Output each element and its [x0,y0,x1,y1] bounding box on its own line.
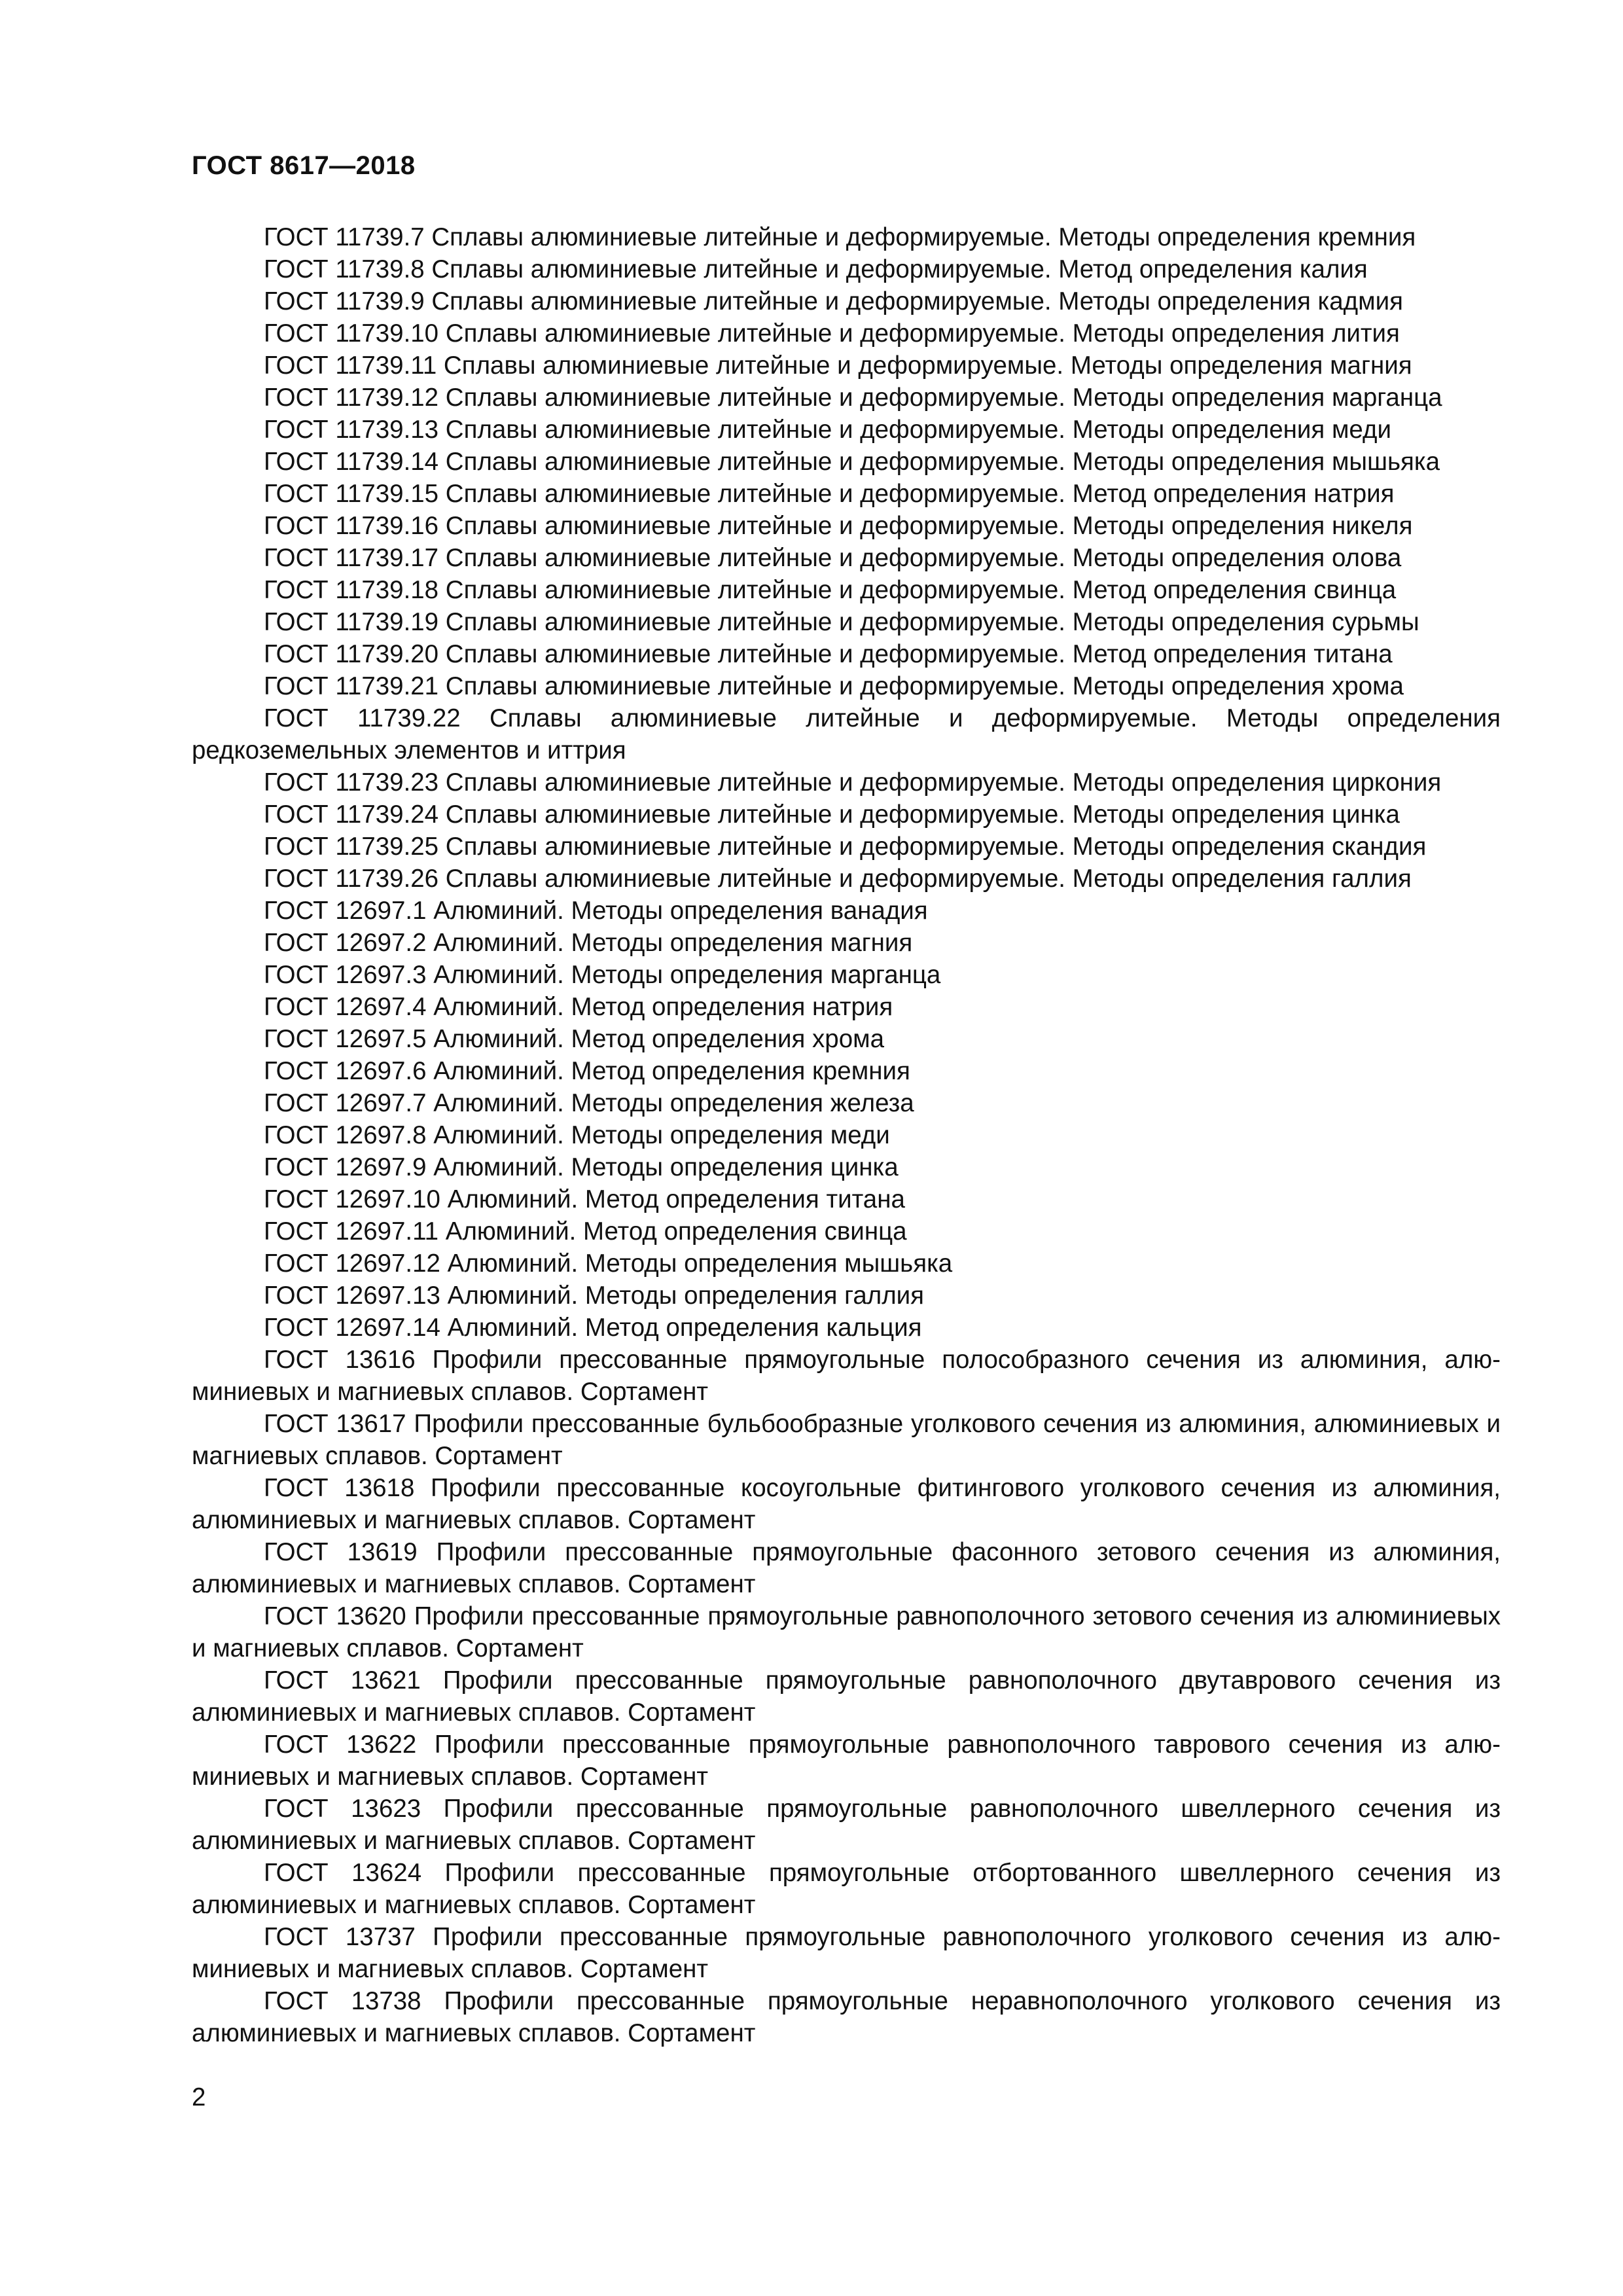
reference-item: ГОСТ 11739.19 Сплавы алюминиевые литейные и деформируемые. Методы определения сурьмы [264,608,1419,636]
reference-item: ГОСТ 12697.7 Алюминий. Методы определения железа [264,1089,914,1117]
reference-item: ГОСТ 11739.15 Сплавы алюминиевые литейные и деформируемые. Метод определения натрия [264,480,1395,508]
reference-item: ГОСТ 13737 Профили прессованные прямоугольные равнополочного уголкового сечения из алюминиевых и магниевых сплавов. Сортамент [192,1923,1501,1983]
reference-item: ГОСТ 12697.10 Алюминий. Метод определения титана [264,1185,905,1213]
reference-item: ГОСТ 12697.8 Алюминий. Методы определения меди [264,1121,890,1149]
reference-item: ГОСТ 11739.22 Сплавы алюминиевые литейные и деформируемые. Методы определения редкоземельных элементов и иттрия [192,704,1501,764]
reference-item: ГОСТ 12697.2 Алюминий. Методы определения магния [264,929,913,957]
reference-item: ГОСТ 11739.20 Сплавы алюминиевые литейные и деформируемые. Метод определения титана [264,640,1393,668]
page-number: 2 [192,2083,206,2111]
reference-item: ГОСТ 12697.14 Алюминий. Метод определения кальция [264,1314,922,1342]
reference-item: ГОСТ 12697.1 Алюминий. Методы определения ванадия [264,897,928,925]
reference-item: ГОСТ 11739.24 Сплавы алюминиевые литейные и деформируемые. Методы определения цинка [264,800,1400,829]
reference-item: ГОСТ 11739.10 Сплавы алюминиевые литейные и деформируемые. Методы определения лития [264,319,1400,348]
reference-item: ГОСТ 11739.14 Сплавы алюминиевые литейные и деформируемые. Методы определения мышьяка [264,448,1440,476]
reference-item: ГОСТ 11739.23 Сплавы алюминиевые литейные и деформируемые. Методы определения циркония [264,768,1442,797]
reference-item: ГОСТ 13738 Профили прессованные прямоугольные неравнополочного уголкового сечения из алюминиевых и магниевых сплавов. Сортамент [192,1987,1501,2047]
reference-item: ГОСТ 11739.13 Сплавы алюминиевые литейные и деформируемые. Методы определения меди [264,416,1391,444]
reference-item: ГОСТ 11739.18 Сплавы алюминиевые литейные и деформируемые. Метод определения свинца [264,576,1397,604]
reference-item: ГОСТ 13622 Профили прессованные прямоугольные равнополочного таврового сечения из алюминиевых и магниевых сплавов. Сортамент [192,1731,1501,1791]
reference-item: ГОСТ 11739.9 Сплавы алюминиевые литейные и деформируемые. Методы определения кадмия [264,287,1403,315]
reference-item: ГОСТ 13619 Профили прессованные прямоугольные фасонного зетового сечения из алюминия, алюминиевых и магниевых сплавов. Сортамент [192,1538,1501,1598]
reference-item: ГОСТ 12697.11 Алюминий. Метод определения свинца [264,1217,907,1246]
reference-item: ГОСТ 12697.9 Алюминий. Методы определения цинка [264,1153,899,1181]
reference-item: ГОСТ 12697.5 Алюминий. Метод определения хрома [264,1025,885,1053]
reference-item: ГОСТ 12697.4 Алюминий. Метод определения натрия [264,993,893,1021]
normative-references-list [192,221,1501,2049]
reference-item: ГОСТ 13623 Профили прессованные прямоугольные равнополочного швеллерного сечения из алюминиевых и магниевых сплавов. Сортамент [192,1795,1501,1855]
reference-item: ГОСТ 13624 Профили прессованные прямоугольные отбортованного швеллерного сечения из алюминиевых и магниевых сплавов. Сортамент [192,1859,1501,1919]
reference-item: ГОСТ 13618 Профили прессованные косоугольные фитингового уголкового сечения из алюминия, алюминиевых и магниевых сплавов. Сортамент [192,1474,1501,1534]
reference-item: ГОСТ 11739.8 Сплавы алюминиевые литейные и деформируемые. Метод определения калия [264,255,1368,283]
reference-item: ГОСТ 11739.17 Сплавы алюминиевые литейные и деформируемые. Методы определения олова [264,544,1402,572]
reference-item: ГОСТ 13620 Профили прессованные прямоугольные равнополочного зетового сечения из алюминиевых и магниевых сплавов. Сортамент [192,1602,1501,1662]
reference-item: ГОСТ 13621 Профили прессованные прямоугольные равнополочного двутаврового сечения из алюминиевых и магниевых сплавов. Сортамент [192,1666,1501,1727]
reference-item: ГОСТ 13617 Профили прессованные бульбообразные уголкового сечения из алюминия, алюминиевых и магниевых сплавов. Сортамент [192,1410,1501,1470]
reference-item: ГОСТ 11739.7 Сплавы алюминиевые литейные и деформируемые. Методы определения кремния [264,223,1416,251]
reference-item: ГОСТ 12697.6 Алюминий. Метод определения кремния [264,1057,910,1085]
reference-item: ГОСТ 12697.12 Алюминий. Методы определения мышьяка [264,1249,953,1278]
reference-item: ГОСТ 11739.11 Сплавы алюминиевые литейные и деформируемые. Методы определения магния [264,351,1412,380]
reference-item: ГОСТ 12697.13 Алюминий. Методы определения галлия [264,1282,925,1310]
document-header: ГОСТ 8617—2018 [192,151,416,180]
reference-item: ГОСТ 11739.21 Сплавы алюминиевые литейные и деформируемые. Методы определения хрома [264,672,1404,700]
reference-item: ГОСТ 11739.12 Сплавы алюминиевые литейные и деформируемые. Методы определения марганца [264,384,1442,412]
reference-item: ГОСТ 11739.16 Сплавы алюминиевые литейные и деформируемые. Методы определения никеля [264,512,1413,540]
reference-item: ГОСТ 11739.25 Сплавы алюминиевые литейные и деформируемые. Методы определения скандия [264,833,1427,861]
reference-item: ГОСТ 12697.3 Алюминий. Методы определения марганца [264,961,941,989]
reference-item: ГОСТ 13616 Профили прессованные прямоугольные полособразного сечения из алюминия, алюминиевых и магниевых сплавов. Сортамент [192,1346,1501,1406]
reference-item: ГОСТ 11739.26 Сплавы алюминиевые литейные и деформируемые. Методы определения галлия [264,865,1412,893]
